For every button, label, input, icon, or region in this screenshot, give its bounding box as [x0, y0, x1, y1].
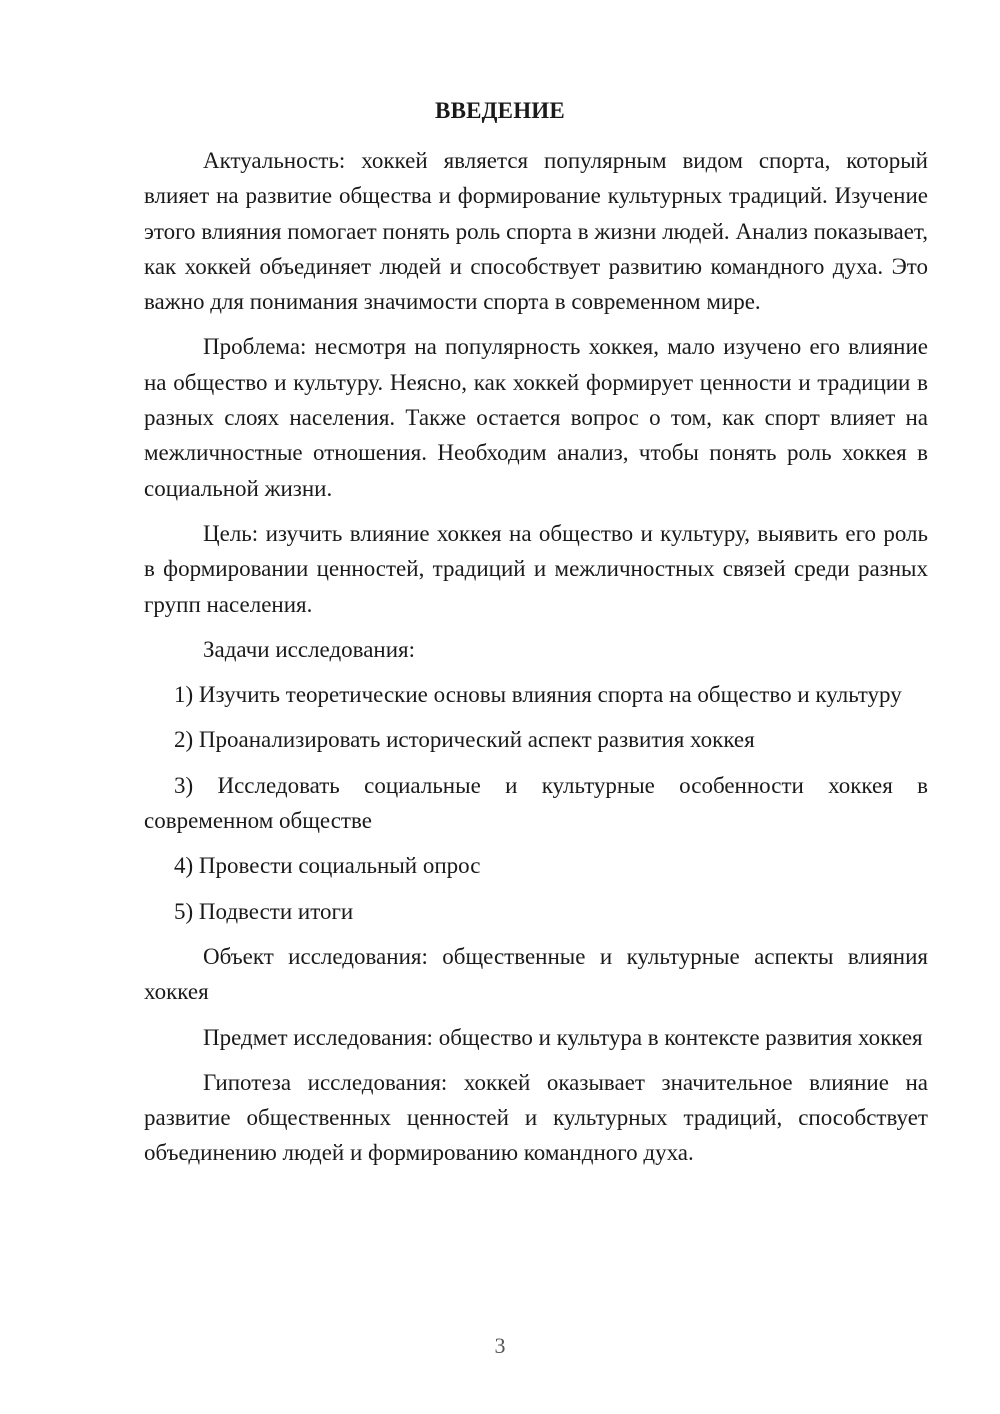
task-item-4: 4) Провести социальный опрос	[174, 853, 481, 879]
section-heading: ВВЕДЕНИЕ	[435, 98, 565, 123]
goal-paragraph: Цель: изучить влияние хоккея на общество и культуру, выявить его роль в формировании ценностей, традиций и межличностных связей среди разных групп населения.	[144, 520, 928, 617]
task-item-1: 1) Изучить теоретические основы влияния спорта на общество и культуру	[174, 682, 902, 708]
task-item-3: 3) Исследовать социальные и культурные особенности хоккея в современном обществе	[144, 772, 928, 834]
task-item-5: 5) Подвести итоги	[174, 898, 354, 924]
document-body	[144, 143, 928, 1181]
hypothesis-paragraph: Гипотеза исследования: хоккей оказывает значительное влияние на развитие общественных ценностей и культурных традиций, способствует объединению людей и формированию командного духа.	[144, 1069, 928, 1166]
tasks-heading: Задачи исследования:	[203, 636, 416, 662]
object-paragraph: Объект исследования: общественные и культурные аспекты влияния хоккея	[144, 943, 928, 1005]
page-number: 3	[494, 1333, 506, 1358]
subject-paragraph: Предмет исследования: общество и культура в контексте развития хоккея	[203, 1024, 923, 1050]
task-item-2: 2) Проанализировать исторический аспект развития хоккея	[174, 727, 755, 753]
relevance-paragraph: Актуальность: хоккей является популярным видом спорта, который влияет на развитие общества и формирование культурных традиций. Изучение этого влияния помогает понять роль спорта в жизни людей. Анализ показывает, как хоккей объединяет людей и способствует развитию командного духа. Это важно для понимания значимости спорта в современном мире.	[144, 148, 928, 315]
problem-paragraph: Проблема: несмотря на популярность хоккея, мало изучено его влияние на общество и культуру. Неясно, как хоккей формирует ценности и традиции в разных слоях населения. Также остается вопрос о том, как спорт влияет на межличностные отношения. Необходим анализ, чтобы понять роль хоккея в социальной жизни.	[144, 334, 928, 501]
